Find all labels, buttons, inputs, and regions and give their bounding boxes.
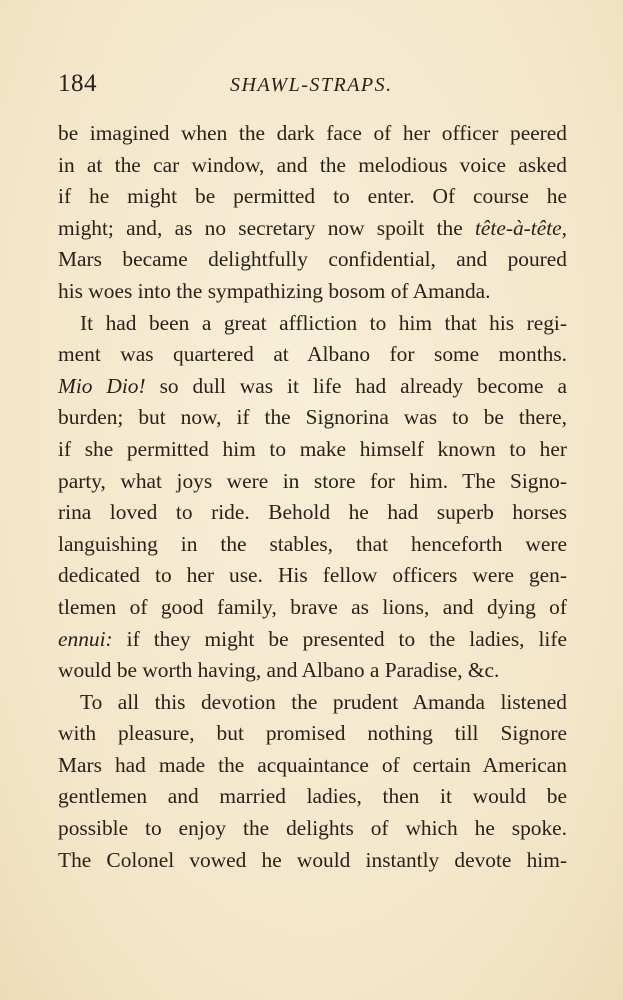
text-line: be imagined when the dark face of her officer peered (58, 121, 567, 145)
text-line: would be worth having, and Albano a Paradise, &c. (58, 658, 500, 683)
text-line (58, 213, 567, 245)
text-line: gentlemen and married ladies, then it would be (58, 784, 567, 809)
text-run: if they might be presented to the ladies, life (112, 626, 567, 651)
text-line: in at the car window, and the melodious voice asked (58, 152, 567, 177)
page-number: 184 (58, 70, 97, 97)
text-line: possible to enjoy the delights of which he spoke. (58, 816, 567, 841)
text-line: his woes into the sympathizing bosom of Amanda. (58, 278, 491, 303)
paragraph-first-line: To all this devotion the prudent Amanda listened (80, 689, 567, 714)
text-line: burden; but now, if the Signorina was to be there, (58, 405, 567, 430)
italic-phrase: ennui: (58, 626, 113, 651)
running-head: SHAWL-STRAPS. (230, 74, 393, 96)
text-line: party, what joys were in store for him. The Signo- (58, 468, 567, 493)
text-line: Mars became delightfully confidential, and poured (58, 247, 567, 272)
body-text (58, 118, 567, 876)
text-line (58, 624, 567, 656)
text-line: ment was quartered at Albano for some months. (58, 342, 567, 367)
text-line: if he might be permitted to enter. Of course he (58, 184, 567, 209)
text-line: rina loved to ride. Behold he had superb horses (58, 500, 567, 525)
italic-phrase: Mio Dio! (58, 373, 146, 398)
text-line: languishing in the stables, that henceforth were (58, 531, 567, 556)
text-line: dedicated to her use. His fellow officers were gen- (58, 563, 567, 588)
text-line: The Colonel vowed he would instantly devote him- (58, 847, 567, 872)
italic-phrase: tête-à-tête, (474, 215, 567, 240)
text-line (58, 371, 567, 403)
text-line: Mars had made the acquaintance of certain American (58, 752, 567, 777)
text-line: tlemen of good family, brave as lions, and dying of (58, 594, 567, 619)
page-header (58, 70, 567, 104)
paragraph-first-line: It had been a great affliction to him that his regi- (80, 310, 567, 335)
text-run: might; and, as no secretary now spoilt the (58, 215, 475, 240)
text-line: with pleasure, but promised nothing till Signore (58, 721, 567, 746)
text-line: if she permitted him to make himself known to her (58, 436, 567, 461)
text-run: so dull was it life had already become a (145, 373, 567, 398)
